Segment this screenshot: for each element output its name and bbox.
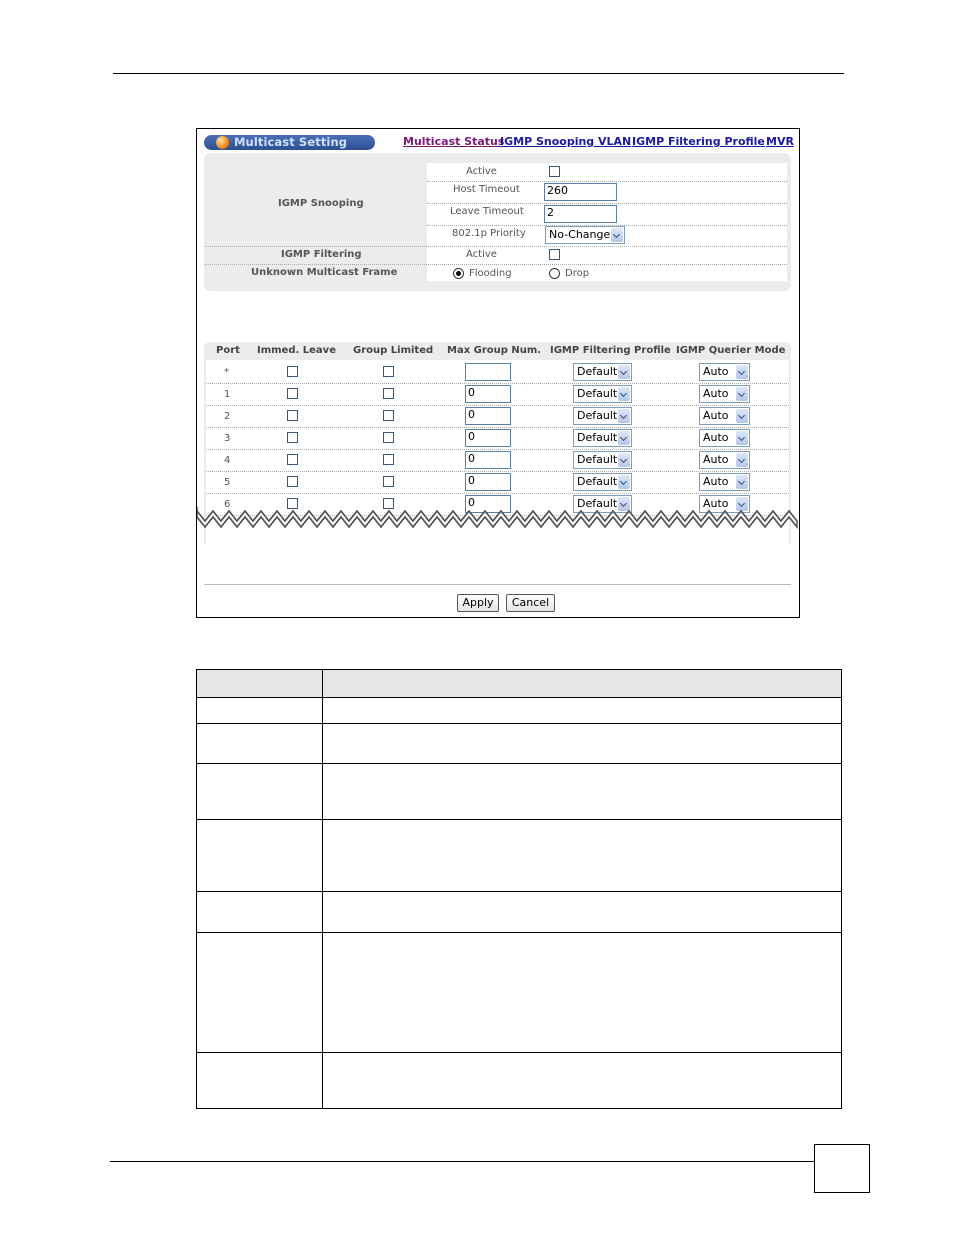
profile-value: Default [577,475,618,488]
torn-edge [197,507,799,539]
snooping-active-checkbox[interactable] [549,166,560,177]
querier-mode-select[interactable] [699,451,750,469]
col-max-group-num: Max Group Num. [447,345,542,356]
max-group-input[interactable]: 0 [465,495,511,513]
drop-radio[interactable] [549,268,560,279]
mode-value: Auto [703,431,729,444]
chevron-down-icon [618,409,630,423]
col-igmp-filtering-profile: IGMP Filtering Profile [550,345,671,356]
snooping-active-label: Active [466,166,497,177]
link-mvr[interactable]: MVR [766,135,794,148]
footer-rule [110,1161,815,1162]
profile-value: Default [577,387,618,400]
chevron-down-icon [736,475,748,489]
header-rule [113,73,844,74]
leave-timeout-label: Leave Timeout [450,206,524,217]
max-group-input[interactable]: 0 [465,385,511,403]
page-number-box [814,1144,870,1193]
mode-value: Auto [703,475,729,488]
chevron-down-icon [618,453,630,467]
priority-selected-value: No-Change [549,228,611,241]
immed-leave-checkbox[interactable] [287,432,298,443]
profile-value: Default [577,431,618,444]
profile-value: Default [577,409,618,422]
filtering-profile-select[interactable] [573,363,632,381]
priority-label: 802.1p Priority [452,228,526,239]
group-limited-checkbox[interactable] [383,432,394,443]
unknown-multicast-label: Unknown Multicast Frame [251,267,398,278]
col-igmp-querier-mode: IGMP Querier Mode [676,345,786,356]
cancel-button[interactable]: Cancel [506,594,555,612]
leave-timeout-input[interactable]: 2 [544,205,617,223]
chevron-down-icon [611,228,623,242]
mode-value: Auto [703,497,729,510]
group-limited-checkbox[interactable] [383,388,394,399]
port-number: 4 [224,455,231,466]
querier-mode-select[interactable] [699,473,750,491]
chevron-down-icon [618,365,630,379]
multicast-setting-screen [196,128,800,618]
link-igmp-filtering-profile[interactable]: IGMP Filtering Profile [632,135,765,148]
immed-leave-checkbox[interactable] [287,410,298,421]
filtering-profile-select[interactable] [573,451,632,469]
profile-value: Default [577,453,618,466]
port-number: 3 [224,433,231,444]
profile-value: Default [577,497,618,510]
chevron-down-icon [736,453,748,467]
chevron-down-icon [618,387,630,401]
host-timeout-input[interactable]: 260 [544,183,617,201]
orb-icon [216,136,229,149]
port-number: 5 [224,477,231,488]
col-immed-leave: Immed. Leave [257,345,336,356]
port-number: 6 [224,499,231,510]
immed-leave-checkbox[interactable] [287,454,298,465]
filtering-active-label: Active [466,249,497,260]
max-group-input[interactable]: 0 [465,407,511,425]
drop-label: Drop [565,268,590,279]
max-group-input[interactable] [465,363,511,381]
page-title: Multicast Setting [234,135,348,149]
apply-button[interactable]: Apply [457,594,499,612]
link-multicast-status[interactable]: Multicast Status [403,135,505,148]
max-group-input[interactable]: 0 [465,429,511,447]
chevron-down-icon [736,409,748,423]
mode-value: Auto [703,453,729,466]
priority-select[interactable] [545,226,625,244]
immed-leave-checkbox[interactable] [287,366,298,377]
filtering-profile-select[interactable] [573,429,632,447]
link-igmp-snooping-vlan[interactable]: IGMP Snooping VLAN [500,135,632,148]
querier-mode-select[interactable] [699,363,750,381]
title-bar [204,135,375,150]
chevron-down-icon [736,387,748,401]
filtering-profile-select[interactable] [573,385,632,403]
settings-panel [204,153,791,291]
port-number: 2 [224,411,231,422]
mode-value: Auto [703,387,729,400]
max-group-input[interactable]: 0 [465,473,511,491]
profile-value: Default [577,365,618,378]
description-table [196,669,842,1109]
group-limited-checkbox[interactable] [383,454,394,465]
filtering-profile-select[interactable] [573,407,632,425]
chevron-down-icon [736,365,748,379]
immed-leave-checkbox[interactable] [287,476,298,487]
immed-leave-checkbox[interactable] [287,388,298,399]
col-port: Port [216,345,240,356]
querier-mode-select[interactable] [699,429,750,447]
chevron-down-icon [618,475,630,489]
host-timeout-label: Host Timeout [453,184,520,195]
igmp-filtering-label: IGMP Filtering [281,249,362,260]
querier-mode-select[interactable] [699,385,750,403]
filtering-active-checkbox[interactable] [549,249,560,260]
group-limited-checkbox[interactable] [383,476,394,487]
group-limited-checkbox[interactable] [383,366,394,377]
port-number: * [224,367,229,378]
chevron-down-icon [736,431,748,445]
flooding-label: Flooding [469,268,512,279]
group-limited-checkbox[interactable] [383,410,394,421]
mode-value: Auto [703,365,729,378]
querier-mode-select[interactable] [699,407,750,425]
mode-value: Auto [703,409,729,422]
max-group-input[interactable]: 0 [465,451,511,469]
flooding-radio[interactable] [453,268,464,279]
port-number: 1 [224,389,231,400]
igmp-snooping-label: IGMP Snooping [278,198,364,209]
chevron-down-icon [618,431,630,445]
filtering-profile-select[interactable] [573,473,632,491]
col-group-limited: Group Limited [353,345,434,356]
